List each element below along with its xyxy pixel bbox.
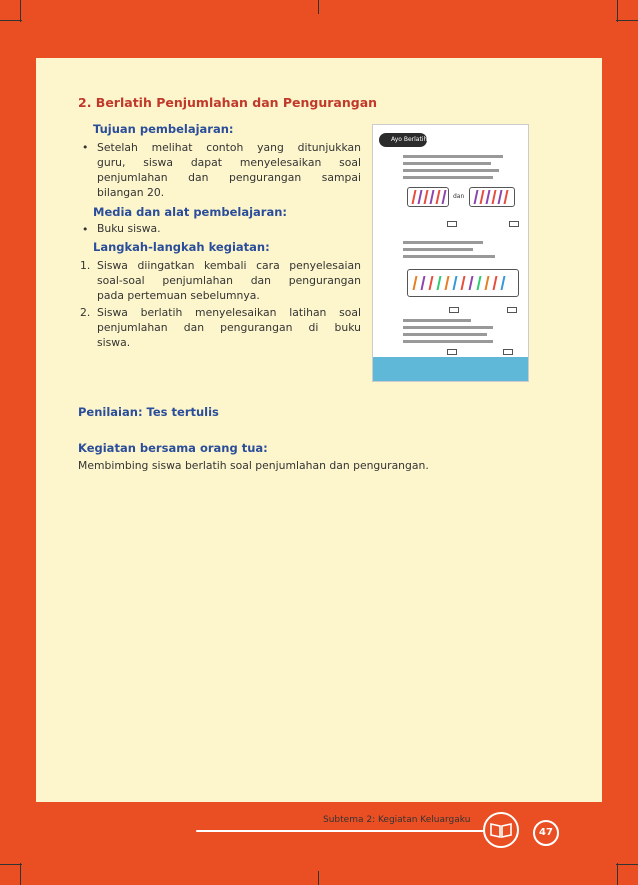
section-heading: 2. Berlatih Penjumlahan dan Pengurangan bbox=[78, 95, 378, 110]
answer-box bbox=[447, 221, 457, 227]
wave-decoration bbox=[373, 357, 529, 382]
tujuan-text: Setelah melihat contoh yang ditunjukkan guru, siswa dapat menyelesaikan soal penjumlahan dan pengurangan sampai bilangan 20. bbox=[97, 141, 361, 199]
text-line bbox=[403, 155, 503, 158]
langkah-title: Langkah-langkah kegiatan: bbox=[93, 240, 270, 254]
pencil bbox=[412, 190, 417, 204]
text-line bbox=[403, 176, 493, 179]
orangtua-text: Membimbing siswa berlatih soal penjumlahan dan pengurangan. bbox=[78, 459, 429, 472]
step-number: 2. bbox=[80, 306, 91, 319]
media-title: Media dan alat pembelajaran: bbox=[93, 205, 287, 219]
crop-mark bbox=[0, 20, 22, 21]
pencil bbox=[474, 190, 479, 204]
text-line bbox=[403, 326, 493, 329]
crop-mark bbox=[616, 864, 638, 865]
bullet: • bbox=[82, 141, 89, 154]
orangtua-title: Kegiatan bersama orang tua: bbox=[78, 441, 268, 455]
answer-box bbox=[507, 307, 517, 313]
bullet: • bbox=[82, 223, 89, 236]
pencil bbox=[453, 276, 458, 290]
pencil bbox=[430, 190, 435, 204]
pencil bbox=[436, 190, 441, 204]
pencil bbox=[485, 276, 490, 290]
answer-box bbox=[509, 221, 519, 227]
pencil bbox=[424, 190, 429, 204]
pencil bbox=[492, 190, 497, 204]
penilaian-label: Penilaian: Tes tertulis bbox=[78, 405, 219, 419]
dan-label: dan bbox=[453, 193, 465, 200]
pencil bbox=[429, 276, 434, 290]
pencil bbox=[413, 276, 418, 290]
pencil bbox=[477, 276, 482, 290]
subtema-label: Subtema 2: Kegiatan Keluargaku bbox=[323, 815, 471, 825]
pencil bbox=[504, 190, 509, 204]
crop-mark bbox=[617, 0, 618, 22]
pencil bbox=[445, 276, 450, 290]
text-line bbox=[403, 169, 499, 172]
textbook-page-thumbnail bbox=[372, 124, 529, 382]
pencil bbox=[480, 190, 485, 204]
pencil bbox=[493, 276, 498, 290]
text-line bbox=[403, 241, 483, 244]
answer-box bbox=[449, 307, 459, 313]
pencil bbox=[437, 276, 442, 290]
pencil bbox=[469, 276, 474, 290]
text-line bbox=[403, 162, 491, 165]
crop-mark bbox=[318, 0, 319, 14]
pencil bbox=[461, 276, 466, 290]
book-icon bbox=[483, 812, 519, 848]
media-item: Buku siswa. bbox=[97, 222, 161, 235]
pencil-box-large bbox=[407, 269, 519, 297]
crop-mark bbox=[20, 863, 21, 885]
ayo-berlatih-tag: Ayo Berlatih bbox=[379, 133, 427, 147]
crop-mark bbox=[318, 871, 319, 885]
text-line bbox=[403, 333, 487, 336]
pencil bbox=[442, 190, 447, 204]
footer-line bbox=[196, 830, 486, 832]
pencil bbox=[498, 190, 503, 204]
text-line bbox=[403, 340, 493, 343]
text-line bbox=[403, 319, 471, 322]
answer-box bbox=[503, 349, 513, 355]
crop-mark bbox=[616, 20, 638, 21]
pencil-box bbox=[407, 187, 449, 207]
step-number: 1. bbox=[80, 259, 91, 272]
crop-mark bbox=[617, 863, 618, 885]
page-number: 47 bbox=[533, 820, 559, 846]
crop-mark bbox=[20, 0, 21, 22]
pencil bbox=[486, 190, 491, 204]
step1-text: Siswa diingatkan kembali cara penyelesaian soal-soal penjumlahan dan pengurangan pada pertemuan sebelumnya. bbox=[97, 259, 361, 302]
step2-text: Siswa berlatih menyelesaikan latihan soal penjumlahan dan pengurangan di buku siswa. bbox=[97, 306, 361, 349]
answer-box bbox=[447, 349, 457, 355]
text-line bbox=[403, 248, 473, 251]
pencil bbox=[501, 276, 506, 290]
pencil-box bbox=[469, 187, 515, 207]
pencil bbox=[421, 276, 426, 290]
tujuan-title: Tujuan pembelajaran: bbox=[93, 122, 234, 136]
crop-mark bbox=[0, 864, 22, 865]
text-line bbox=[403, 255, 495, 258]
pencil bbox=[418, 190, 423, 204]
